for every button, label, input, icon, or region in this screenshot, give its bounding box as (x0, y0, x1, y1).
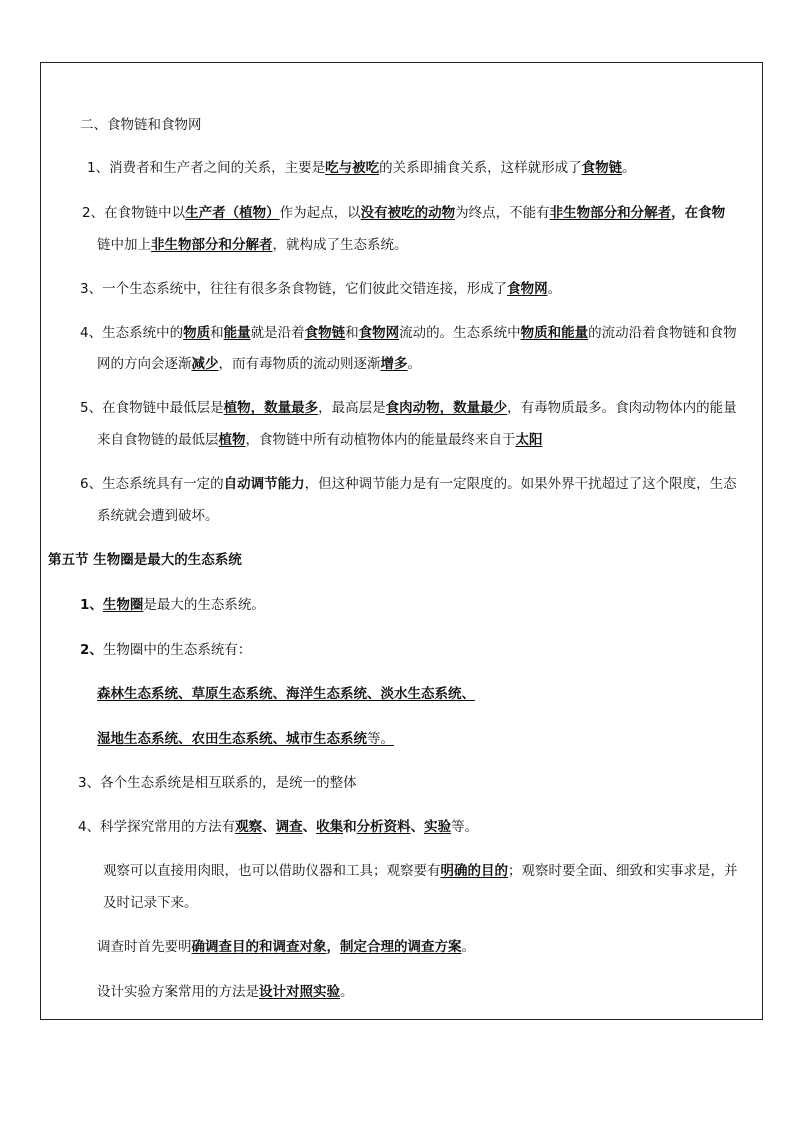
biosphere-point-2: 2、生物圈中的生态系统有： (80, 642, 252, 658)
biosphere-point-3: 3、各个生态系统是相互联系的，是统一的整体 (78, 775, 357, 791)
paragraph-4-line-2: 网的方向会逐渐减少，而有毒物质的流动则逐渐增多。 (97, 356, 421, 372)
section-heading-biosphere: 第五节 生物圈是最大的生态系统 (48, 552, 242, 568)
biosphere-point-1: 1、生物圈是最大的生态系统。 (80, 597, 265, 613)
observation-line-1: 观察可以直接用肉眼，也可以借助仪器和工具；观察要有明确的目的；观察时要全面、细致和实事求是，并 (103, 863, 738, 879)
section-heading-food-chain: 二、食物链和食物网 (80, 117, 202, 133)
paragraph-3: 3、一个生态系统中，往往有很多条食物链，它们彼此交错连接，形成了食物网。 (80, 281, 562, 297)
paragraph-4-line-1: 4、生态系统中的物质和能量就是沿着食物链和食物网流动的。生态系统中物质和能量的流动沿着食物链和食物 (80, 325, 737, 341)
paragraph-5-line-2: 来自食物链的最低层植物，食物链中所有动植物体内的能量最终来自于太阳 (97, 432, 543, 448)
ecosystem-list-line-1: 森林生态系统、草原生态系统、海洋生态系统、淡水生态系统、 (97, 686, 475, 702)
observation-line-2: 及时记录下来。 (103, 895, 198, 911)
experiment-line: 设计实验方案常用的方法是设计对照实验。 (97, 984, 354, 1000)
paragraph-2-line-1: 2、在食物链中以生产者（植物）作为起点，以没有被吃的动物为终点，不能有非生物部分和分解者，在食物 (82, 205, 726, 221)
paragraph-5-line-1: 5、在食物链中最低层是植物，数量最多，最高层是食肉动物，数量最少，有毒物质最多。食肉动物体内的能量 (80, 400, 737, 416)
survey-line: 调查时首先要明确调查目的和调查对象，制定合理的调查方案。 (97, 939, 475, 955)
paragraph-2-line-2: 链中加上非生物部分和分解者，就构成了生态系统。 (97, 237, 408, 253)
paragraph-6-line-1: 6、生态系统具有一定的自动调节能力，但这种调节能力是有一定限度的。如果外界干扰超过了这个限度，生态 (80, 476, 737, 492)
ecosystem-list-line-2: 湿地生态系统、农田生态系统、城市生态系统等。 (97, 731, 394, 747)
biosphere-point-4: 4、科学探究常用的方法有观察、调查、收集和分析资料、实验等。 (78, 819, 479, 835)
paragraph-1: 1、消费者和生产者之间的关系，主要是吃与被吃的关系即捕食关系，这样就形成了食物链。 (87, 160, 636, 176)
paragraph-6-line-2: 系统就会遭到破坏。 (97, 508, 219, 524)
